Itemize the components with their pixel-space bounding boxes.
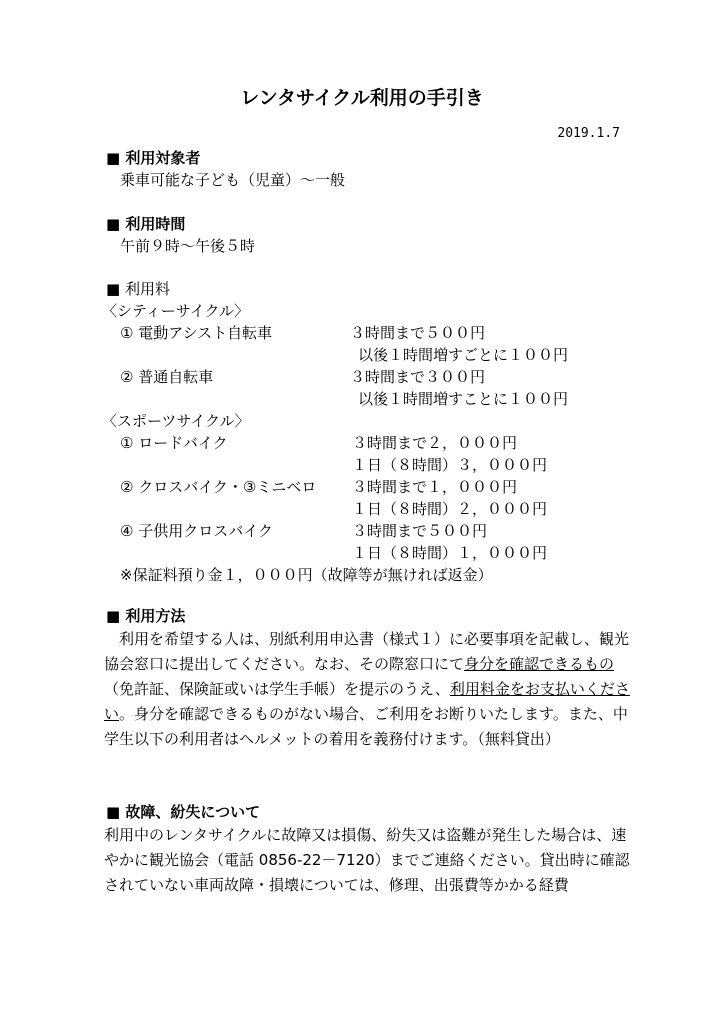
document-date: 2019.1.7: [557, 126, 620, 141]
sports-item-day-price: １日（８時間）１，０００円: [352, 544, 548, 562]
trouble-paragraph: 利用中のレンタサイクルに故障又は損傷、紛失又は盗難が発生した場合は、速やかに観光協会（電話 0856-22－7120）までご連絡ください。貸出時に確認されていない車両故障・損壊については、修理、出張費等かかる経費: [104, 826, 630, 894]
city-item-name: ① 電動アシスト自転車: [120, 324, 273, 342]
method-underlined-id: 身分を確認できるもの: [464, 655, 615, 673]
method-underlined-payment: 利用料金をお支払いください: [104, 680, 630, 723]
city-item-price: ３時間まで５００円: [350, 324, 486, 342]
method-text: （免許証、保険証或いは学生手帳）を提示のうえ、: [104, 680, 450, 698]
section-heading-method: ■ 利用方法: [106, 607, 186, 625]
sports-item-day-price: １日（８時間）３，０００円: [352, 456, 548, 474]
deposit-note: ※保証料預り金１，０００円（故障等が無ければ返金）: [120, 566, 493, 584]
hours-text: 午前９時～午後５時: [120, 237, 256, 255]
city-item-name: ② 普通自転車: [120, 368, 214, 386]
sports-item-name: ② クロスバイク・③ミニベロ: [120, 478, 317, 496]
target-text: 乗車可能な子ども（児童）～一般: [120, 171, 346, 189]
sports-cycle-label: 〈スポーツサイクル〉: [102, 412, 250, 430]
section-heading-trouble: ■ 故障、紛失について: [106, 803, 261, 821]
city-item-price: ３時間まで３００円: [350, 368, 486, 386]
section-heading-target: ■ 利用対象者: [106, 149, 201, 167]
sports-item-price: ３時間まで１，０００円: [352, 478, 518, 496]
city-cycle-label: 〈シティーサイクル〉: [102, 302, 250, 320]
sports-item-day-price: １日（８時間）２，０００円: [352, 500, 548, 518]
document-title: レンタサイクル利用の手引き: [240, 87, 484, 109]
section-heading-fees: ■ 利用料: [106, 280, 170, 298]
method-text: 。身分を確認できるものがない場合、ご利用をお断りいたします。また、中学生以下の利用者はヘルメットの着用を義務付けます。（無料貸出）: [104, 705, 628, 748]
sports-item-price: ３時間まで２，０００円: [352, 434, 518, 452]
city-item-extra-price: 以後１時間増すごとに１００円: [358, 346, 569, 364]
city-item-extra-price: 以後１時間増すことに１００円: [358, 390, 569, 408]
method-paragraph: [104, 627, 634, 752]
sports-item-name: ④ 子供用クロスバイク: [120, 522, 273, 540]
sports-item-price: ３時間まで５００円: [352, 522, 488, 540]
sports-item-name: ① ロードバイク: [120, 434, 228, 452]
method-text: 利用を希望する人は、別紙利用申込書（様式１）に必要事項を記載し、観光協会窓口に提出してください。なお、その際窓口にて: [104, 630, 630, 673]
section-heading-hours: ■ 利用時間: [106, 215, 186, 233]
